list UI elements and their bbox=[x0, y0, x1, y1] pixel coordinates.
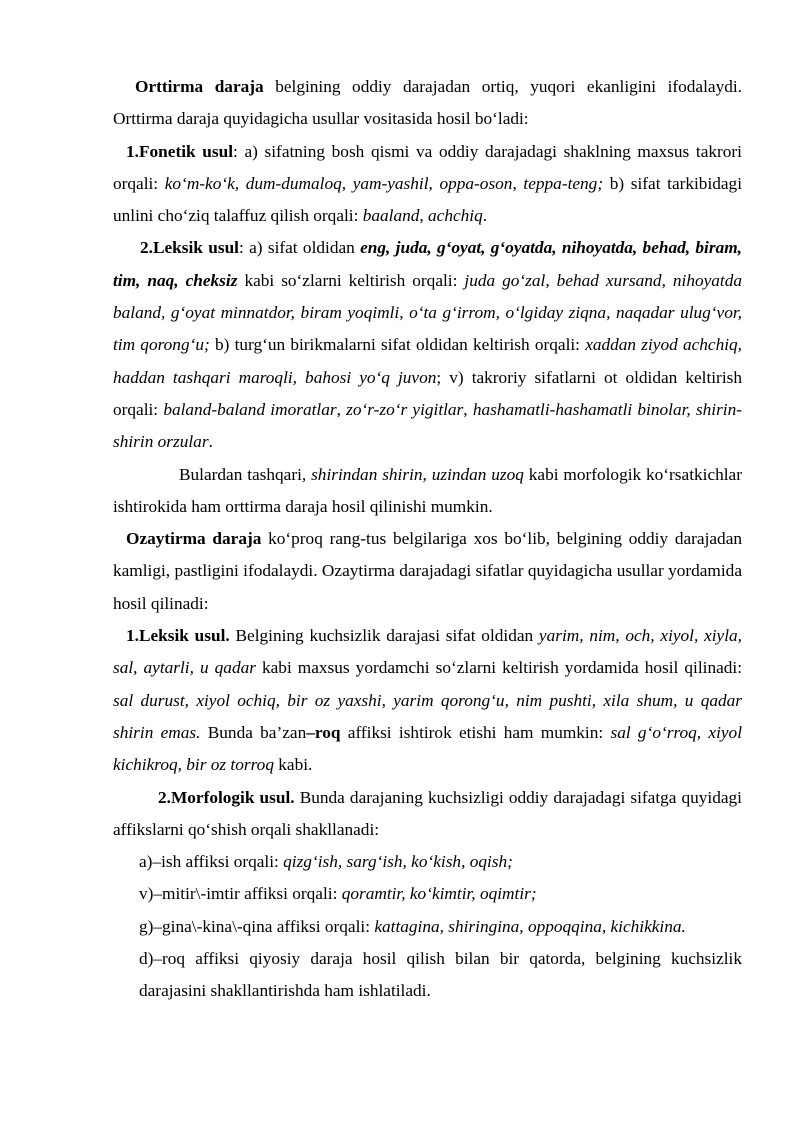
paragraph-text: kabi. bbox=[273, 755, 313, 775]
separator-text: , bbox=[512, 173, 524, 193]
list-item-text: a)–ish affiksi orqali: bbox=[139, 852, 284, 872]
paragraph-leksik-usul-ozaytirma bbox=[113, 620, 742, 781]
paragraph-ozaytirma-daraja bbox=[113, 523, 742, 620]
example-text: baaland bbox=[362, 206, 420, 226]
paragraph-text: b) turg‘un birikmalarni sifat oldidan keltirish orqali: bbox=[209, 335, 586, 355]
example-text: kattagina, shiringina, oppoqqina, kichikkina. bbox=[374, 916, 686, 936]
term-leksik-usul: 2.Leksik usul bbox=[140, 238, 239, 258]
term-fonetik-usul: 1.Fonetik usul bbox=[126, 141, 234, 161]
paragraph-text: Bunda ba’zan bbox=[200, 722, 307, 742]
paragraph-text: Belgining kuchsizlik darajasi sifat oldidan bbox=[229, 626, 539, 646]
separator-text: . bbox=[208, 432, 213, 452]
paragraph-text: kabi maxsus yordamchi so‘zlarni keltirish yordamida hosil qilinadi: bbox=[255, 658, 743, 678]
example-text: sal g‘o‘rroq, xiyol kichikroq, bir oz torroq bbox=[113, 722, 742, 775]
paragraph-text: kabi morfologik ko‘rsatkichlar ishtirokida ham orttirma daraja hosil qilinishi mumkin. bbox=[113, 464, 742, 516]
term-morfologik-usul: 2.Morfologik usul. bbox=[158, 787, 295, 807]
helper-words: yarim, nim, och, xiyol, xiyla, sal, aytarli, u qadar bbox=[113, 626, 742, 678]
document-page bbox=[113, 71, 742, 1008]
paragraph-bulardan-tashqari bbox=[113, 459, 742, 524]
example-text: baland-baland imoratlar bbox=[163, 399, 337, 419]
paragraph-leksik-usul-orttirma bbox=[113, 232, 742, 458]
example-text: hashamatli-hashamatli binolar, shirin-shirin orzular bbox=[113, 399, 743, 452]
paragraph-text: ; v) takroriy sifatlarni ot oldidan keltirish orqali: bbox=[113, 367, 742, 419]
paragraph-text: : a) sifatning bosh qismi va oddiy darajadagi shaklning maxsus takrori orqali: bbox=[113, 141, 742, 193]
example-text: juda go‘zal, behad xursand, nihoyatda baland, g‘oyat minnatdor, biram yoqimli, o‘ta g‘irrom, o‘lgiday ziqna, naqadar ulug‘vor, tim qorong‘u; bbox=[113, 270, 743, 355]
affix-roq: –roq bbox=[306, 722, 341, 742]
paragraph-orttirma-daraja bbox=[113, 71, 742, 136]
term-leksik-usul: 1.Leksik usul. bbox=[126, 626, 230, 646]
list-item-text: g)–gina\-kina\-qina affiksi orqali: bbox=[139, 916, 375, 936]
paragraph-fonetik-usul bbox=[113, 136, 742, 233]
intensifier-words: eng, juda, g‘oyat, g‘oyatda, nihoyatda, behad, biram, tim, naq, cheksiz bbox=[113, 238, 742, 290]
list-item-text: d)–roq affiksi qiyosiy daraja hosil qilish bilan bir qatorda, belgining kuchsizlik darajasini shakllantirishda ham ishlatiladi. bbox=[139, 949, 742, 1001]
separator-text: . bbox=[482, 206, 488, 226]
separator-text: , bbox=[336, 399, 347, 419]
list-item bbox=[113, 943, 742, 1008]
paragraph-morfologik-usul bbox=[113, 782, 742, 847]
term-orttirma-daraja: Orttirma daraja bbox=[135, 77, 264, 96]
example-text: qoramtir, ko‘kimtir, oqimtir; bbox=[341, 884, 537, 904]
example-text: sal durust, xiyol ochiq, bir oz yaxshi, yarim qorong‘u, nim pushti, xila shum, u qadar shirin emas. bbox=[113, 690, 742, 742]
example-text: ko‘m-ko‘k, dum-dumaloq, yam-yashil, oppa-oson bbox=[164, 173, 513, 193]
term-ozaytirma-daraja: Ozaytirma daraja bbox=[126, 529, 262, 549]
list-item bbox=[113, 878, 742, 910]
paragraph-text: Bulardan tashqari bbox=[179, 464, 302, 484]
example-text: xaddan ziyod achchiq, haddan tashqari maroqli, bahosi yo‘q juvon bbox=[113, 335, 742, 387]
paragraph-text: kabi so‘zlarni keltirish orqali: bbox=[237, 270, 465, 290]
paragraph-text: b) sifat tarkibidagi unlini cho‘ziq talaffuz qilish orqali: bbox=[113, 173, 742, 226]
paragraph-text: : a) sifat oldidan bbox=[238, 238, 361, 258]
example-text: achchiq bbox=[428, 206, 483, 226]
paragraph-text: ko‘proq rang-tus belgilariga xos bo‘lib, belgining oddiy darajadan kamligi, pastligini ifodalaydi. Ozaytirma darajadagi sifatlar quyidagicha usullar yordamida hosil qilinadi: bbox=[113, 529, 743, 613]
example-text: qizg‘ish, sarg‘ish, ko‘kish, oqish; bbox=[283, 852, 513, 872]
example-text: teppa-teng; bbox=[523, 173, 604, 193]
list-item-text: v)–mitir\-imtir affiksi orqali: bbox=[139, 884, 342, 904]
list-item bbox=[113, 846, 742, 878]
separator-text: , bbox=[463, 399, 473, 419]
paragraph-text: Bunda darajaning kuchsizligi oddiy darajadagi sifatga quyidagi affikslarni qo‘shish orqali shakllanadi: bbox=[113, 787, 742, 839]
example-text: , shirindan shirin, uzindan uzoq bbox=[301, 464, 524, 484]
paragraph-text: affiksi ishtirok etishi ham mumkin: bbox=[340, 722, 611, 742]
example-text: zo‘r-zo‘r yigitlar bbox=[346, 399, 464, 419]
paragraph-text: belgining oddiy darajadan ortiq, yuqori ekanligini ifodalaydi. Orttirma daraja quyidagicha usullar vositasida hosil bo‘ladi: bbox=[113, 77, 742, 129]
list-item bbox=[113, 911, 742, 943]
separator-text: , bbox=[419, 206, 429, 226]
